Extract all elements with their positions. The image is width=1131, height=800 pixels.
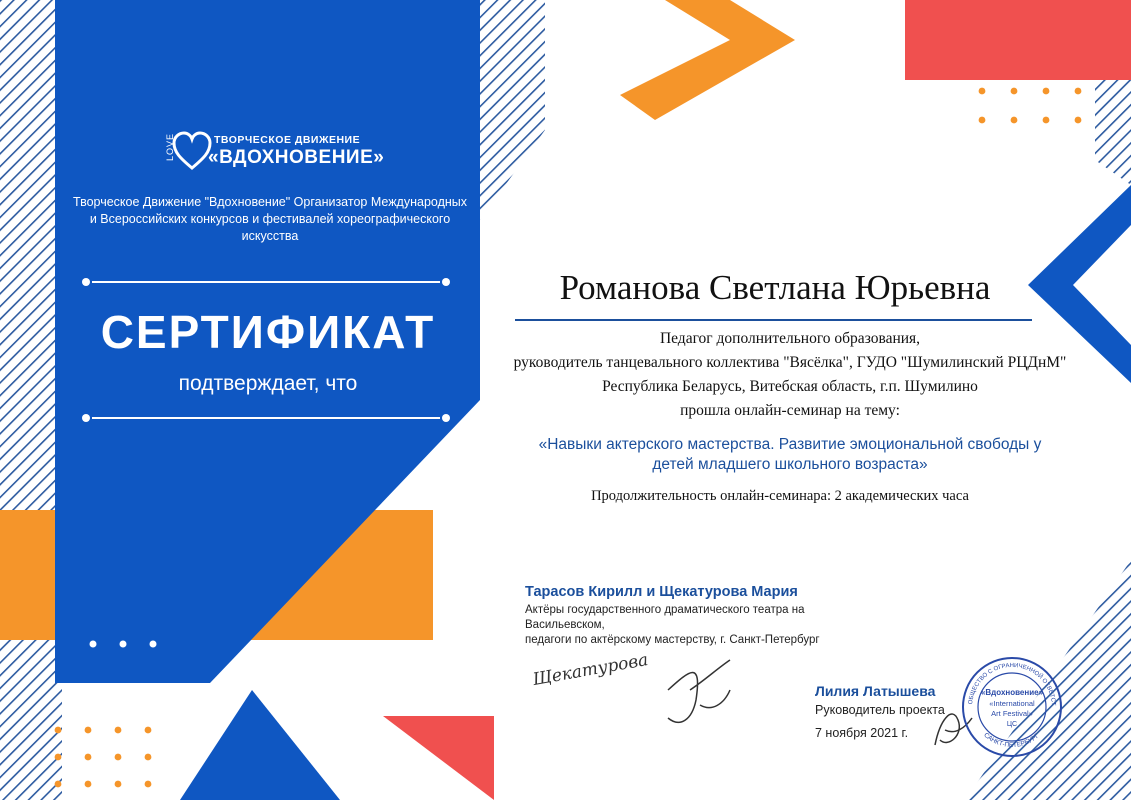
teachers-desc-line-2: педагоги по актёрскому мастерству, г. Санкт-Петербург xyxy=(525,634,820,646)
signature-teachers xyxy=(668,660,730,722)
stamp-icon xyxy=(960,655,1064,759)
recipient-completed: прошла онлайн-семинар на тему: xyxy=(680,402,900,419)
teachers-description xyxy=(525,603,885,648)
stamp xyxy=(960,655,1064,759)
top-stripes xyxy=(480,0,545,220)
director-role: Руководитель проекта xyxy=(815,703,945,717)
red-triangle-bottom xyxy=(383,716,494,800)
orange-chevron-top xyxy=(620,0,795,120)
seminar-topic-line-2: детей младшего школьного возраста» xyxy=(652,456,928,473)
director-name: Лилия Латышева xyxy=(815,683,936,699)
red-block-top xyxy=(905,0,1131,80)
dots-bottom-left xyxy=(55,727,152,788)
stamp-line-4: ЦС xyxy=(1006,721,1018,728)
logo-side-text: LOVE xyxy=(165,132,176,162)
organizer-line-1: Творческое Движение "Вдохновение" Организатор Международных xyxy=(72,195,468,209)
recipient-workplace: руководитель танцевального коллектива "Вясёлка", ГУДО "Шумилинский РЦДнМ" xyxy=(513,354,1067,371)
recipient-position: Педагог дополнительного образования, xyxy=(659,330,921,347)
blue-triangle-bottom xyxy=(180,690,340,800)
certificate-title: СЕРТИФИКАТ xyxy=(100,306,436,358)
left-stripes xyxy=(0,0,62,800)
stamp-bottom-text: САНКТ-ПЕТЕРБУРГ xyxy=(982,731,1041,750)
organizer-line-2: и Всероссийских конкурсов и фестивалей хореографического искусства xyxy=(89,212,451,243)
seminar-duration: Продолжительность онлайн-семинара: 2 академических часа xyxy=(591,488,969,504)
certificate-subtitle: подтверждает, что xyxy=(178,372,358,395)
stamp-line-2: «International xyxy=(989,699,1035,708)
seminar-topic-line-1: «Навыки актерского мастерства. Развитие эмоциональной свободы у xyxy=(538,436,1042,453)
seminar-topic xyxy=(480,435,1100,475)
dots-top-right xyxy=(979,88,1082,124)
stamp-line-1: «Вдохновение» xyxy=(980,688,1044,697)
logo xyxy=(165,128,410,174)
logo-small-text: ТВОРЧЕСКОЕ ДВИЖЕНИЕ xyxy=(214,134,361,146)
recipient-name: Романова Светлана Юрьевна xyxy=(559,268,991,307)
organizer-description xyxy=(70,194,470,245)
logo-big-text: «ВДОХНОВЕНИЕ» xyxy=(208,147,385,168)
stamp-line-3: Art Festival» xyxy=(991,709,1033,718)
certificate-date: 7 ноября 2021 г. xyxy=(815,726,909,740)
teachers-desc-line-1: Актёры государственного драматического театра на Васильевском, xyxy=(525,604,805,631)
teacher-signature-text: Щекатурова xyxy=(531,650,650,690)
stamp-ring-text: ОБЩЕСТВО С ОГРАНИЧЕННОЙ ОТВЕТСТ xyxy=(968,662,1057,706)
teachers-names: Тарасов Кирилл и Щекатурова Мария xyxy=(525,584,798,600)
recipient-location: Республика Беларусь, Витебская область, г.п. Шумилино xyxy=(602,378,978,395)
